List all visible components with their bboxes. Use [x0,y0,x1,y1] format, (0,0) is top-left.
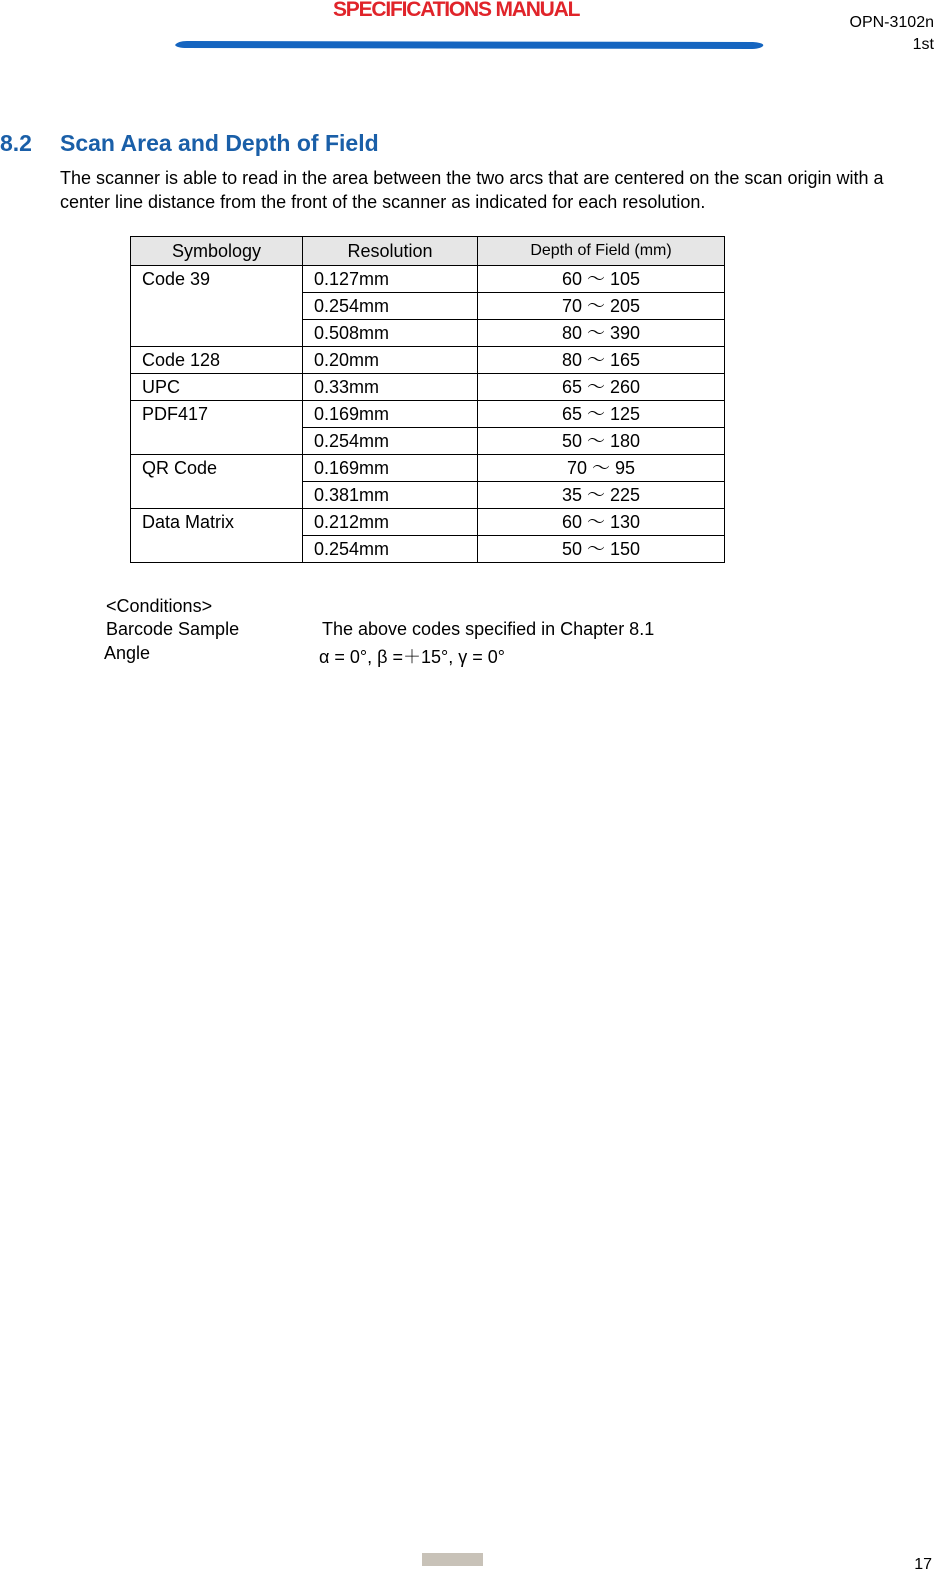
resolution-cell: 0.127mm [303,266,478,293]
table-row [131,455,725,482]
angle-label: Angle [104,643,151,663]
table-header-row [131,237,725,266]
resolution-cell: 0.212mm [303,509,478,536]
resolution-cell: 0.254mm [303,428,478,455]
symbology-cell: Data Matrix [131,509,303,563]
depth-of-field-table [130,236,725,563]
resolution-cell: 0.169mm [303,455,478,482]
barcode-sample-value: The above codes specified in Chapter 8.1 [322,619,655,639]
section-paragraph: The scanner is able to read in the area between the two arcs that are centered on the scan origin with a center line distance from the front of the scanner as indicated for each resolution. [60,168,884,212]
table-row [131,509,725,536]
resolution-cell: 0.169mm [303,401,478,428]
section-number: 8.2 [0,130,32,156]
resolution-cell: 0.381mm [303,482,478,509]
header-resolution: Resolution [303,237,478,266]
symbology-cell: Code 128 [131,347,303,374]
dof-cell: 50 ～ 180 [478,428,725,455]
section-title: Scan Area and Depth of Field [60,130,379,156]
dof-cell: 70 ～ 205 [478,293,725,320]
table-row [131,401,725,428]
resolution-cell: 0.33mm [303,374,478,401]
barcode-sample-label: Barcode Sample [106,619,240,639]
header-rule [175,40,765,50]
table-row [131,374,725,401]
dof-cell: 65 ～ 125 [478,401,725,428]
document-id-block [850,12,935,56]
table-row [131,266,725,293]
dof-cell: 80 ～ 165 [478,347,725,374]
angle-value: α = 0°, β =＋15°, γ = 0° [319,647,505,667]
dof-cell: 35 ～ 225 [478,482,725,509]
page-number: 17 [914,1556,932,1573]
resolution-cell: 0.254mm [303,293,478,320]
dof-cell: 70 ～ 95 [478,455,725,482]
resolution-cell: 0.20mm [303,347,478,374]
dof-cell: 80 ～ 390 [478,320,725,347]
resolution-cell: 0.508mm [303,320,478,347]
symbology-cell: PDF417 [131,401,303,455]
symbology-cell: Code 39 [131,266,303,347]
header-depth-of-field: Depth of Field (mm) [478,237,725,266]
document-edition: 1st [912,36,934,53]
table-row [131,347,725,374]
header-symbology: Symbology [131,237,303,266]
symbology-cell: QR Code [131,455,303,509]
manual-title: SPECIFICATIONS MANUAL [333,0,580,21]
symbology-cell: UPC [131,374,303,401]
dof-cell: 50 ～ 150 [478,536,725,563]
dof-cell: 60 ～ 130 [478,509,725,536]
document-id: OPN-3102n [849,14,934,31]
conditions-heading: <Conditions> [106,596,213,616]
resolution-cell: 0.254mm [303,536,478,563]
dof-cell: 60 ～ 105 [478,266,725,293]
dof-cell: 65 ～ 260 [478,374,725,401]
footer-marker [422,1553,483,1566]
